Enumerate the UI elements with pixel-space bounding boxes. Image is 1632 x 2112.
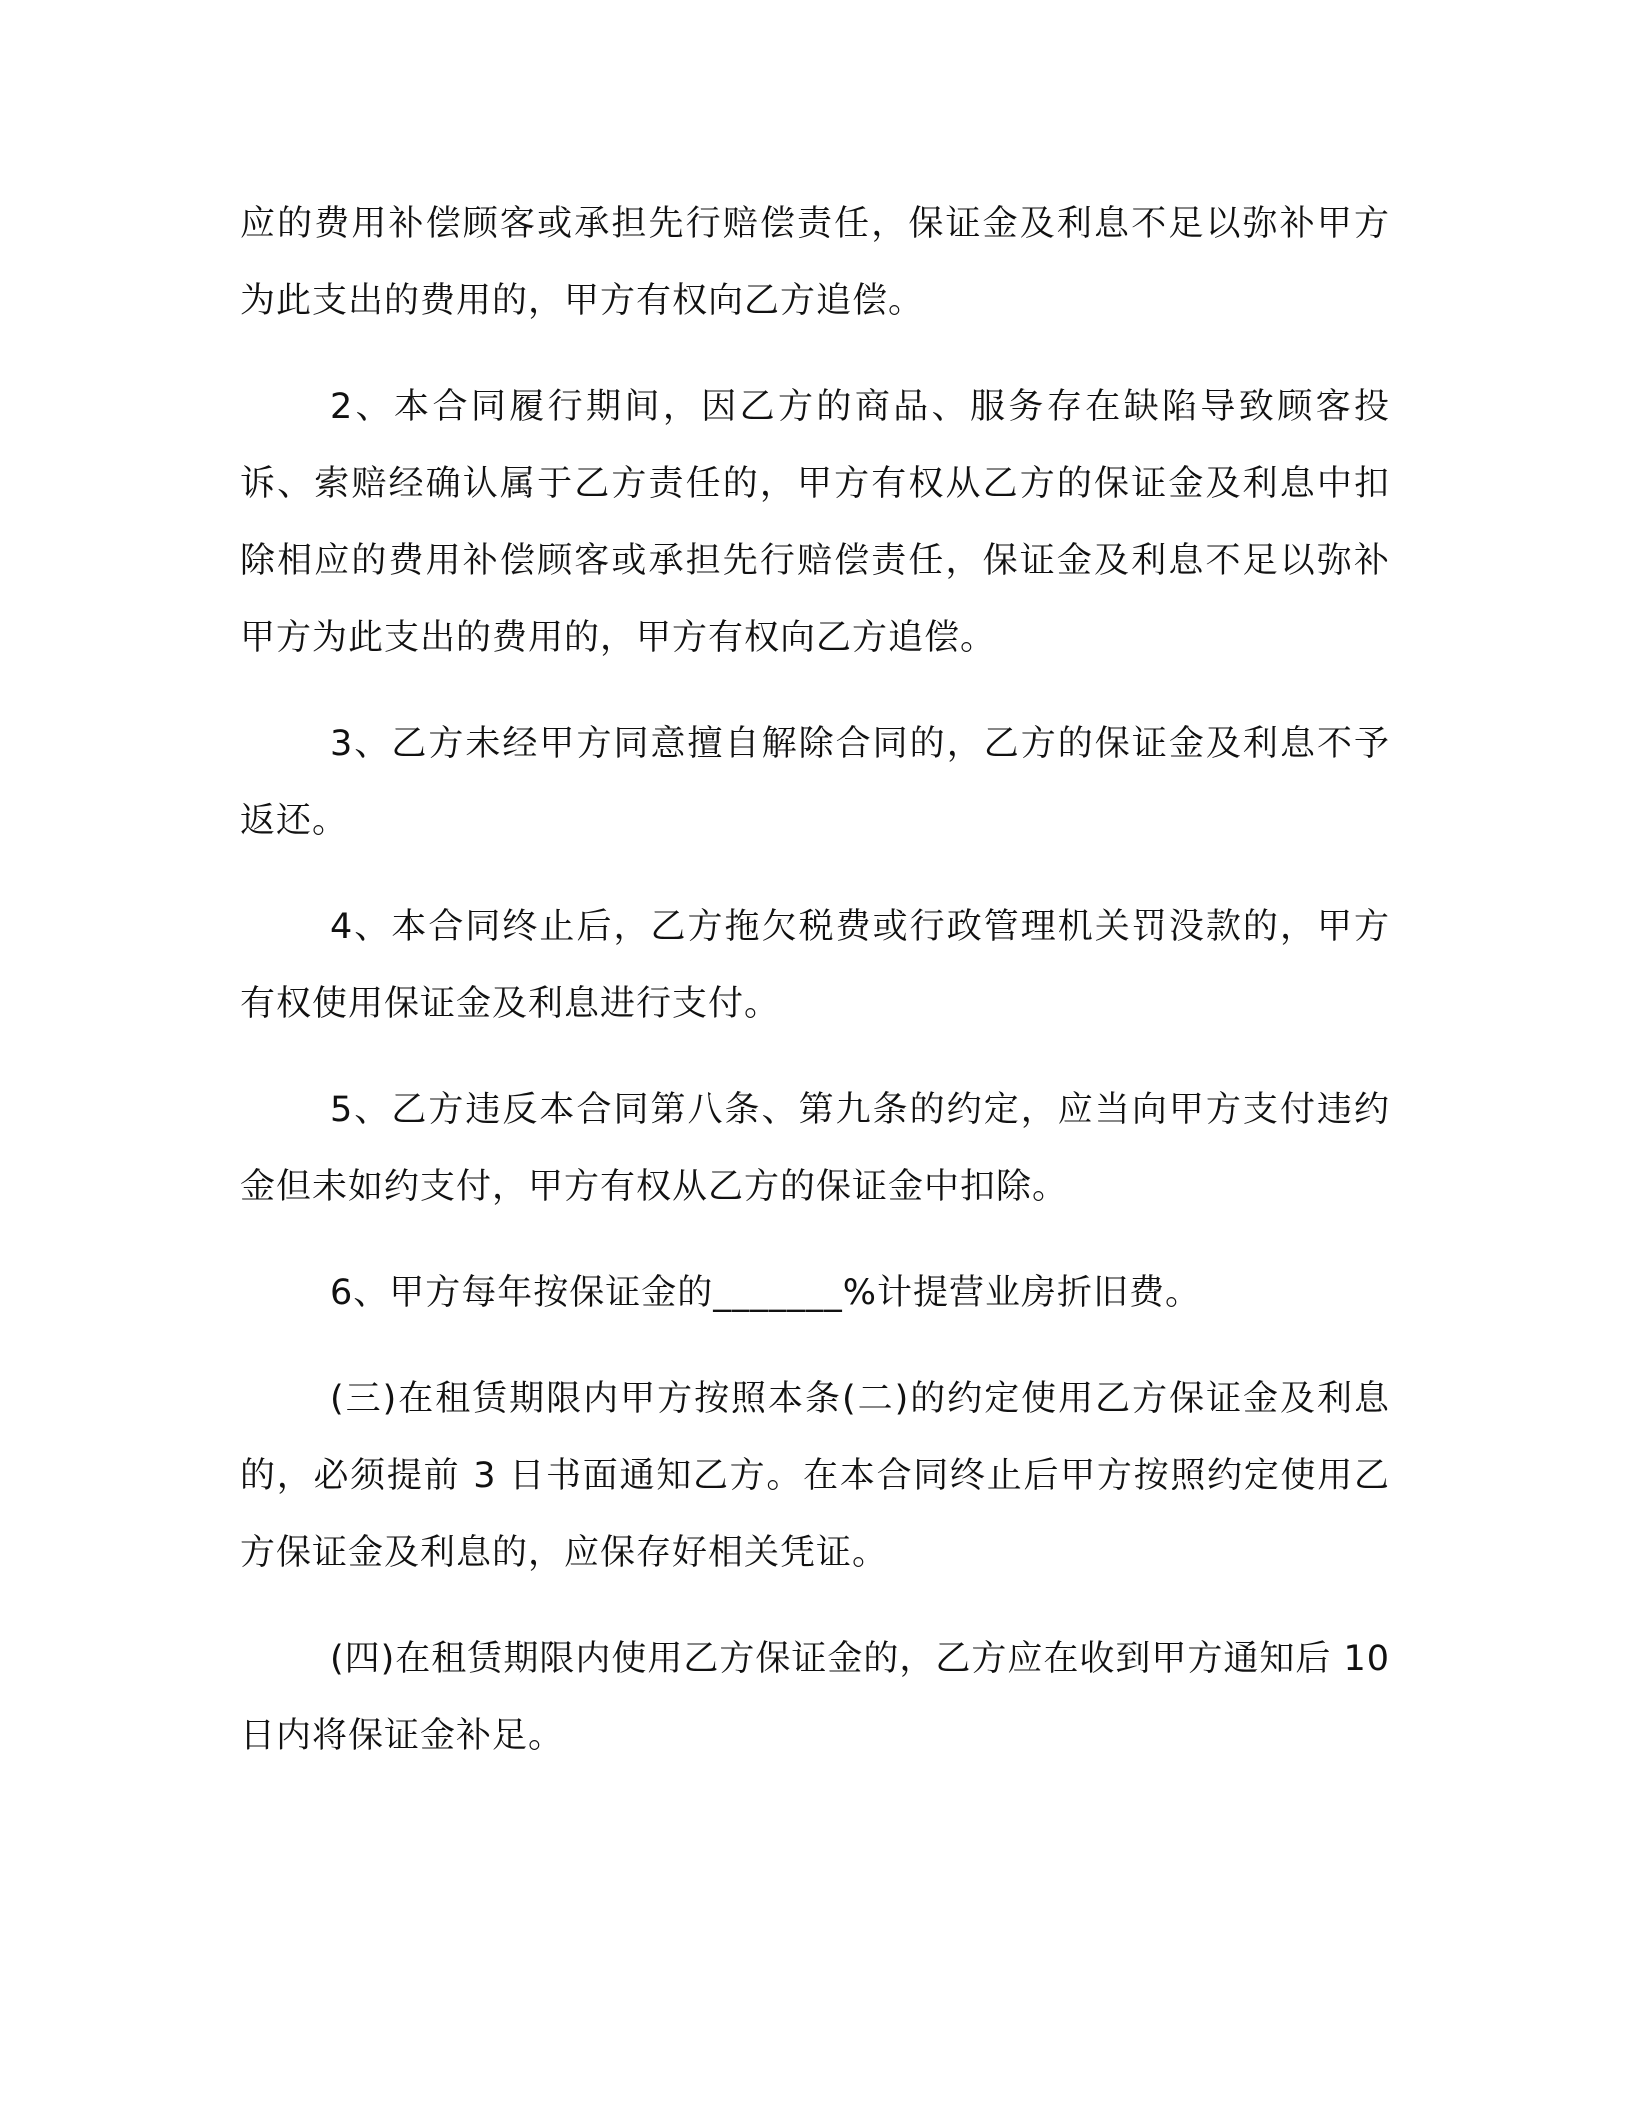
paragraph-continuation: 应的费用补偿顾客或承担先行赔偿责任，保证金及利息不足以弥补甲方为此支出的费用的，甲方有权向乙方追偿。 [240,204,1390,321]
paragraph-section-4: (四)在租赁期限内使用乙方保证金的，乙方应在收到甲方通知后 10 日内将保证金补足。 [240,1639,1390,1756]
paragraph-clause-4: 4、本合同终止后，乙方拖欠税费或行政管理机关罚没款的，甲方有权使用保证金及利息进行支付。 [240,907,1390,1024]
paragraph-clause-5: 5、乙方违反本合同第八条、第九条的约定，应当向甲方支付违约金但未如约支付，甲方有权从乙方的保证金中扣除。 [240,1090,1390,1207]
document-body [240,186,1390,1804]
paragraph-clause-2: 2、本合同履行期间，因乙方的商品、服务存在缺陷导致顾客投诉、索赔经确认属于乙方责任的，甲方有权从乙方的保证金及利息中扣除相应的费用补偿顾客或承担先行赔偿责任，保证金及利息不足以弥补甲方为此支出的费用的，甲方有权向乙方追偿。 [240,387,1390,658]
paragraph-clause-3: 3、乙方未经甲方同意擅自解除合同的，乙方的保证金及利息不予返还。 [240,724,1390,841]
paragraph-section-3: (三)在租赁期限内甲方按照本条(二)的约定使用乙方保证金及利息的，必须提前 3 日书面通知乙方。在本合同终止后甲方按照约定使用乙方保证金及利息的，应保存好相关凭证。 [240,1379,1390,1573]
paragraph-clause-6: 6、甲方每年按保证金的_______%计提营业房折旧费。 [330,1273,1202,1313]
